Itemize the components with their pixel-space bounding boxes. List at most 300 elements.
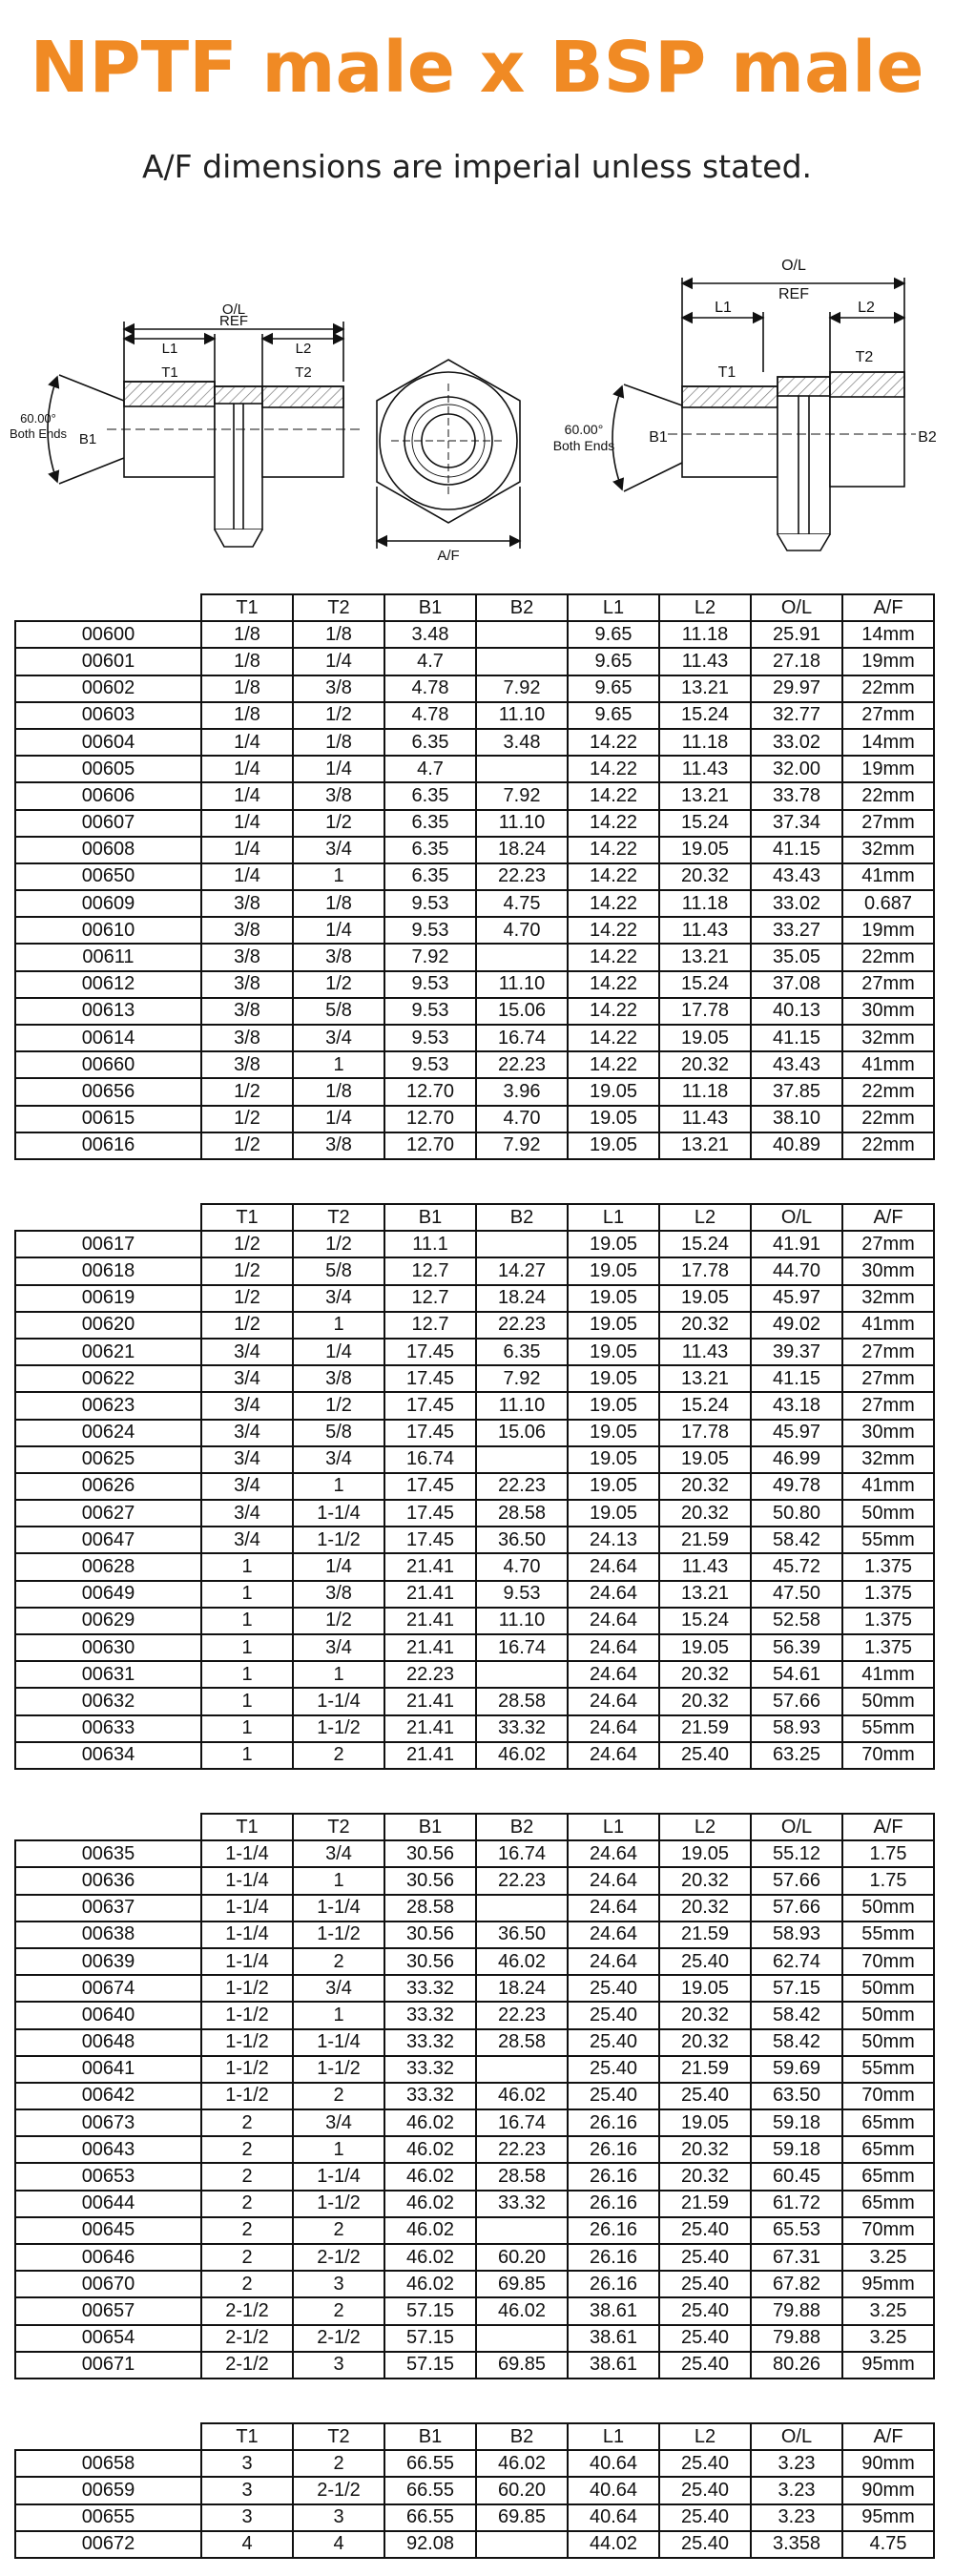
dimension-cell: 20.32 bbox=[659, 863, 751, 890]
dimension-cell: 1 bbox=[293, 2136, 384, 2163]
dimension-cell: 3/8 bbox=[201, 944, 293, 970]
dimension-cell: 21.41 bbox=[384, 1553, 476, 1580]
dimension-cell: 63.25 bbox=[751, 1742, 842, 1769]
dimension-cell: 17.78 bbox=[659, 1420, 751, 1446]
dimension-cell: 3/4 bbox=[293, 837, 384, 863]
dimension-cell: 17.78 bbox=[659, 1257, 751, 1284]
dimension-cell: 17.45 bbox=[384, 1473, 476, 1500]
dimension-cell: 3/4 bbox=[293, 1025, 384, 1051]
table-row bbox=[15, 648, 934, 675]
table-row bbox=[15, 1312, 934, 1339]
part-number-cell: 00639 bbox=[15, 1948, 201, 1975]
svg-text:B2: B2 bbox=[918, 429, 937, 446]
dimension-cell: 50mm bbox=[842, 1688, 934, 1714]
dimension-cell bbox=[476, 1661, 568, 1688]
header-blank-cell bbox=[15, 594, 201, 621]
dimension-cell: 4.7 bbox=[384, 756, 476, 782]
dimension-cell: 1/4 bbox=[293, 917, 384, 944]
dimension-cell: 6.35 bbox=[476, 1339, 568, 1365]
dimension-cell: 33.32 bbox=[476, 2191, 568, 2217]
dimension-cell: 1/4 bbox=[293, 1339, 384, 1365]
dimension-cell: 2 bbox=[293, 2217, 384, 2244]
page-title: NPTF male x BSP male bbox=[30, 27, 924, 109]
dimension-cell: 1-1/2 bbox=[293, 1527, 384, 1553]
dimension-cell: 24.64 bbox=[568, 1948, 659, 1975]
dimension-cell: 19.05 bbox=[568, 1473, 659, 1500]
table-row bbox=[15, 890, 934, 917]
dimension-cell: 22.23 bbox=[476, 2002, 568, 2028]
table-row bbox=[15, 2531, 934, 2558]
dimension-cell: 57.15 bbox=[384, 2325, 476, 2352]
dimension-cell: 3 bbox=[293, 2271, 384, 2297]
dimension-cell: 49.78 bbox=[751, 1473, 842, 1500]
dimension-cell: 1/4 bbox=[201, 782, 293, 809]
dimension-cell: 14.22 bbox=[568, 1025, 659, 1051]
table-row bbox=[15, 863, 934, 890]
column-header: A/F bbox=[842, 594, 934, 621]
dimension-cell: 1/2 bbox=[293, 971, 384, 998]
dimension-cell: 3/4 bbox=[293, 1975, 384, 2002]
part-number-cell: 00609 bbox=[15, 890, 201, 917]
part-number-cell: 00600 bbox=[15, 621, 201, 648]
part-number-cell: 00631 bbox=[15, 1661, 201, 1688]
dimension-cell: 11.43 bbox=[659, 1339, 751, 1365]
dimension-cell: 1/2 bbox=[201, 1285, 293, 1312]
dimension-cell: 2-1/2 bbox=[201, 2352, 293, 2379]
dimension-cell: 19.05 bbox=[659, 1975, 751, 2002]
dimensions-table-2 bbox=[14, 1203, 935, 1770]
dimension-cell: 24.64 bbox=[568, 1634, 659, 1661]
dimension-cell: 30mm bbox=[842, 1420, 934, 1446]
table-row bbox=[15, 1106, 934, 1132]
table-row bbox=[15, 1420, 934, 1446]
dimension-cell: 13.21 bbox=[659, 1581, 751, 1608]
dimension-cell: 19.05 bbox=[659, 1446, 751, 1473]
dimension-cell: 1/4 bbox=[293, 756, 384, 782]
dimension-cell: 59.18 bbox=[751, 2136, 842, 2163]
dimension-cell: 37.34 bbox=[751, 810, 842, 837]
dimension-cell: 4.70 bbox=[476, 1106, 568, 1132]
table-row bbox=[15, 1867, 934, 1894]
dimension-cell: 4.7 bbox=[384, 648, 476, 675]
dimension-cell: 22mm bbox=[842, 1106, 934, 1132]
dimension-cell: 2 bbox=[201, 2109, 293, 2136]
dimension-cell: 30.56 bbox=[384, 1948, 476, 1975]
part-number-cell: 00634 bbox=[15, 1742, 201, 1769]
dimension-cell: 21.59 bbox=[659, 2191, 751, 2217]
dimension-cell: 3/4 bbox=[201, 1473, 293, 1500]
dimension-cell: 26.16 bbox=[568, 2271, 659, 2297]
column-header: A/F bbox=[842, 2423, 934, 2450]
dimension-cell: 19mm bbox=[842, 917, 934, 944]
dimension-cell: 25.40 bbox=[659, 1948, 751, 1975]
dimension-cell: 3/4 bbox=[293, 1446, 384, 1473]
dimension-cell: 1.375 bbox=[842, 1553, 934, 1580]
dimensions-table-3 bbox=[14, 1813, 935, 2379]
dimension-cell bbox=[476, 2531, 568, 2558]
dimension-cell: 14mm bbox=[842, 729, 934, 756]
dimension-cell: 3 bbox=[293, 2352, 384, 2379]
hex-end-view bbox=[377, 360, 520, 549]
dimension-cell: 32mm bbox=[842, 1025, 934, 1051]
dimension-cell: 9.53 bbox=[384, 1025, 476, 1051]
dimension-cell: 9.53 bbox=[384, 998, 476, 1025]
dimension-cell: 43.43 bbox=[751, 863, 842, 890]
dimension-cell: 1 bbox=[201, 1553, 293, 1580]
dimension-cell: 28.58 bbox=[384, 1895, 476, 1922]
dimension-cell: 28.58 bbox=[476, 1688, 568, 1714]
dimension-cell: 22mm bbox=[842, 1078, 934, 1105]
dimension-cell: 46.02 bbox=[476, 1948, 568, 1975]
dimension-cell: 11.1 bbox=[384, 1231, 476, 1257]
dimension-cell: 50mm bbox=[842, 1975, 934, 2002]
table-row bbox=[15, 1688, 934, 1714]
part-number-cell: 00619 bbox=[15, 1285, 201, 1312]
dimension-cell: 61.72 bbox=[751, 2191, 842, 2217]
dimension-cell: 1 bbox=[201, 1581, 293, 1608]
table-row bbox=[15, 1078, 934, 1105]
table-row bbox=[15, 2056, 934, 2083]
part-number-cell: 00614 bbox=[15, 1025, 201, 1051]
dimension-cell: 3.23 bbox=[751, 2504, 842, 2531]
dimension-cell: 19.05 bbox=[659, 837, 751, 863]
column-header: B1 bbox=[384, 594, 476, 621]
dimension-cell: 1-1/2 bbox=[201, 2029, 293, 2056]
dimension-cell: 14.22 bbox=[568, 782, 659, 809]
dimension-cell: 1/4 bbox=[201, 837, 293, 863]
dimension-cell: 12.7 bbox=[384, 1285, 476, 1312]
dimension-cell: 24.13 bbox=[568, 1527, 659, 1553]
part-number-cell: 00616 bbox=[15, 1132, 201, 1159]
dimension-cell: 1-1/2 bbox=[201, 1975, 293, 2002]
table-row bbox=[15, 1132, 934, 1159]
dimension-cell: 15.24 bbox=[659, 1231, 751, 1257]
dimension-cell: 1-1/4 bbox=[201, 1948, 293, 1975]
table-row bbox=[15, 1840, 934, 1867]
column-header: O/L bbox=[751, 1204, 842, 1231]
dimension-cell: 12.7 bbox=[384, 1312, 476, 1339]
dimension-cell: 6.35 bbox=[384, 810, 476, 837]
dimension-cell: 50mm bbox=[842, 2002, 934, 2028]
dimension-cell: 21.59 bbox=[659, 2056, 751, 2083]
dimension-cell: 38.61 bbox=[568, 2297, 659, 2324]
dimension-cell: 9.53 bbox=[384, 971, 476, 998]
dimension-cell: 19.05 bbox=[659, 1634, 751, 1661]
dimension-cell: 69.85 bbox=[476, 2271, 568, 2297]
dimension-cell: 19.05 bbox=[659, 1840, 751, 1867]
dimension-cell: 13.21 bbox=[659, 944, 751, 970]
dimension-cell: 28.58 bbox=[476, 2029, 568, 2056]
dimension-cell: 14.22 bbox=[568, 729, 659, 756]
svg-text:L1: L1 bbox=[715, 300, 732, 316]
dimension-cell: 33.32 bbox=[384, 2002, 476, 2028]
column-header: L2 bbox=[659, 2423, 751, 2450]
dimension-cell: 11.10 bbox=[476, 810, 568, 837]
table-row bbox=[15, 1715, 934, 1742]
table-row bbox=[15, 1975, 934, 2002]
dimension-cell: 55mm bbox=[842, 1527, 934, 1553]
dimension-cell: 62.74 bbox=[751, 1948, 842, 1975]
dimension-cell: 46.02 bbox=[384, 2109, 476, 2136]
dimension-cell: 65mm bbox=[842, 2163, 934, 2190]
dimension-cell: 57.15 bbox=[751, 1975, 842, 2002]
dimension-cell: 69.85 bbox=[476, 2504, 568, 2531]
dimension-cell: 14.22 bbox=[568, 837, 659, 863]
dimension-cell: 41mm bbox=[842, 1312, 934, 1339]
dimension-cell: 20.32 bbox=[659, 1895, 751, 1922]
dimension-cell: 1-1/4 bbox=[201, 1867, 293, 1894]
dimension-cell: 1-1/2 bbox=[201, 2056, 293, 2083]
dimension-cell: 26.16 bbox=[568, 2163, 659, 2190]
dimension-cell: 40.64 bbox=[568, 2504, 659, 2531]
dimension-cell: 3/8 bbox=[201, 1025, 293, 1051]
dimension-cell: 1-1/4 bbox=[293, 1500, 384, 1527]
dimension-cell: 22.23 bbox=[384, 1661, 476, 1688]
dimension-cell: 33.02 bbox=[751, 729, 842, 756]
dimension-cell: 11.43 bbox=[659, 756, 751, 782]
dimension-cell: 30.56 bbox=[384, 1840, 476, 1867]
dimension-cell: 21.59 bbox=[659, 1922, 751, 1948]
dimension-cell: 20.32 bbox=[659, 1867, 751, 1894]
dimension-cell: 95mm bbox=[842, 2271, 934, 2297]
dimension-cell: 1.375 bbox=[842, 1608, 934, 1634]
dimension-cell: 21.41 bbox=[384, 1742, 476, 1769]
dimension-cell: 46.02 bbox=[476, 2083, 568, 2109]
dimension-cell: 46.02 bbox=[384, 2136, 476, 2163]
dimension-cell: 19mm bbox=[842, 756, 934, 782]
table-row bbox=[15, 1661, 934, 1688]
column-header: B1 bbox=[384, 1814, 476, 1840]
dimension-cell: 35.05 bbox=[751, 944, 842, 970]
dimension-cell: 40.64 bbox=[568, 2477, 659, 2503]
dimension-cell: 1 bbox=[293, 1051, 384, 1078]
dimension-cell: 17.45 bbox=[384, 1500, 476, 1527]
dimension-cell: 46.02 bbox=[476, 2450, 568, 2477]
dimension-cell: 1-1/2 bbox=[293, 1922, 384, 1948]
column-header: L2 bbox=[659, 1204, 751, 1231]
dimension-cell: 19.05 bbox=[568, 1339, 659, 1365]
dimension-cell: 11.43 bbox=[659, 648, 751, 675]
dimension-cell: 28.58 bbox=[476, 1500, 568, 1527]
dimension-cell: 2 bbox=[293, 2450, 384, 2477]
dimension-cell: 24.64 bbox=[568, 1581, 659, 1608]
dimension-cell: 27mm bbox=[842, 1231, 934, 1257]
dimension-cell: 50mm bbox=[842, 2029, 934, 2056]
part-number-cell: 00604 bbox=[15, 729, 201, 756]
dimension-cell: 47.50 bbox=[751, 1581, 842, 1608]
dimension-cell: 1-1/2 bbox=[293, 2191, 384, 2217]
part-number-cell: 00644 bbox=[15, 2191, 201, 2217]
dimension-cell: 25.40 bbox=[568, 2002, 659, 2028]
svg-text:60.00°: 60.00° bbox=[20, 411, 56, 426]
dimension-cell: 19.05 bbox=[568, 1312, 659, 1339]
table-row bbox=[15, 1500, 934, 1527]
dimension-cell: 1/4 bbox=[293, 1553, 384, 1580]
svg-text:Both Ends: Both Ends bbox=[10, 426, 67, 441]
part-number-cell: 00608 bbox=[15, 837, 201, 863]
dimension-cell: 5/8 bbox=[293, 1420, 384, 1446]
dimension-cell: 22.23 bbox=[476, 863, 568, 890]
dimension-cell: 3.25 bbox=[842, 2244, 934, 2271]
svg-text:L2: L2 bbox=[858, 300, 875, 316]
dimension-cell: 21.41 bbox=[384, 1608, 476, 1634]
table-row bbox=[15, 2109, 934, 2136]
dimension-cell: 60.45 bbox=[751, 2163, 842, 2190]
dimension-cell: 58.93 bbox=[751, 1715, 842, 1742]
table-row bbox=[15, 2325, 934, 2352]
dimension-cell: 49.02 bbox=[751, 1312, 842, 1339]
dimension-cell: 1.375 bbox=[842, 1581, 934, 1608]
dimension-cell: 9.53 bbox=[384, 890, 476, 917]
table-row bbox=[15, 729, 934, 756]
dimension-cell: 45.97 bbox=[751, 1420, 842, 1446]
part-number-cell: 00671 bbox=[15, 2352, 201, 2379]
dimension-cell: 27mm bbox=[842, 971, 934, 998]
dimension-cell: 1 bbox=[201, 1661, 293, 1688]
table-row bbox=[15, 1948, 934, 1975]
right-fitting-drawing bbox=[612, 278, 916, 551]
dimension-cell: 26.16 bbox=[568, 2217, 659, 2244]
dimension-cell: 54.61 bbox=[751, 1661, 842, 1688]
dimension-cell: 60.20 bbox=[476, 2244, 568, 2271]
dimension-cell: 3.48 bbox=[384, 621, 476, 648]
part-number-cell: 00655 bbox=[15, 2504, 201, 2531]
dimension-cell: 3 bbox=[201, 2450, 293, 2477]
part-number-cell: 00625 bbox=[15, 1446, 201, 1473]
dimension-cell: 25.40 bbox=[568, 2083, 659, 2109]
dimension-cell: 2 bbox=[201, 2244, 293, 2271]
dimension-cell: 43.18 bbox=[751, 1392, 842, 1419]
dimension-cell: 26.16 bbox=[568, 2244, 659, 2271]
dimension-cell: 22.23 bbox=[476, 1867, 568, 1894]
svg-text:T2: T2 bbox=[295, 364, 312, 381]
column-header: B1 bbox=[384, 2423, 476, 2450]
dimension-cell: 33.78 bbox=[751, 782, 842, 809]
dimension-cell: 1 bbox=[293, 1473, 384, 1500]
dimension-cell: 3.23 bbox=[751, 2450, 842, 2477]
dimension-cell: 25.40 bbox=[659, 2531, 751, 2558]
dimension-cell: 1/2 bbox=[293, 702, 384, 729]
dimension-cell: 3/8 bbox=[201, 890, 293, 917]
dimension-cell: 4 bbox=[293, 2531, 384, 2558]
dimension-cell: 1/4 bbox=[293, 648, 384, 675]
table-row bbox=[15, 1285, 934, 1312]
table-row bbox=[15, 2191, 934, 2217]
dimension-cell: 1/2 bbox=[293, 1231, 384, 1257]
dimension-cell: 14.22 bbox=[568, 810, 659, 837]
dimension-cell: 1-1/4 bbox=[293, 1895, 384, 1922]
part-number-cell: 00617 bbox=[15, 1231, 201, 1257]
dimension-cell: 1/8 bbox=[293, 890, 384, 917]
table-row bbox=[15, 810, 934, 837]
dimension-cell: 1-1/2 bbox=[201, 2083, 293, 2109]
dimension-cell: 13.21 bbox=[659, 675, 751, 702]
dimension-cell: 14.22 bbox=[568, 998, 659, 1025]
dimension-cell: 32mm bbox=[842, 1285, 934, 1312]
dimension-cell: 25.40 bbox=[659, 2450, 751, 2477]
column-header: T1 bbox=[201, 1814, 293, 1840]
part-number-cell: 00642 bbox=[15, 2083, 201, 2109]
part-number-cell: 00621 bbox=[15, 1339, 201, 1365]
dimension-cell: 58.93 bbox=[751, 1922, 842, 1948]
dimension-cell: 33.32 bbox=[384, 1975, 476, 2002]
dimension-cell: 19.05 bbox=[659, 1025, 751, 1051]
dimension-cell: 4.70 bbox=[476, 917, 568, 944]
dimension-cell: 25.40 bbox=[659, 2297, 751, 2324]
table-row bbox=[15, 2297, 934, 2324]
dimension-cell: 3/8 bbox=[201, 917, 293, 944]
part-number-cell: 00620 bbox=[15, 1312, 201, 1339]
dimension-cell: 1.75 bbox=[842, 1867, 934, 1894]
dimension-cell: 32mm bbox=[842, 837, 934, 863]
dimension-cell: 3/4 bbox=[293, 1840, 384, 1867]
dimension-cell: 30.56 bbox=[384, 1867, 476, 1894]
dimension-cell: 32.00 bbox=[751, 756, 842, 782]
dimension-cell: 25.40 bbox=[659, 2504, 751, 2531]
svg-text:Both Ends: Both Ends bbox=[552, 438, 615, 453]
table-row bbox=[15, 2352, 934, 2379]
dimension-cell: 7.92 bbox=[476, 782, 568, 809]
dimension-cell: 25.40 bbox=[659, 1742, 751, 1769]
dimension-cell: 65mm bbox=[842, 2136, 934, 2163]
table-row bbox=[15, 2217, 934, 2244]
dimension-cell: 15.06 bbox=[476, 1420, 568, 1446]
dimension-cell: 95mm bbox=[842, 2504, 934, 2531]
dimension-cell: 12.70 bbox=[384, 1106, 476, 1132]
dimension-cell bbox=[476, 1446, 568, 1473]
dimension-cell: 5/8 bbox=[293, 1257, 384, 1284]
dimension-cell: 40.13 bbox=[751, 998, 842, 1025]
dimension-cell: 26.16 bbox=[568, 2191, 659, 2217]
dimension-cell: 1/2 bbox=[201, 1106, 293, 1132]
dimension-cell: 2-1/2 bbox=[293, 2325, 384, 2352]
dimension-cell: 2 bbox=[293, 2297, 384, 2324]
dimension-cell: 0.687 bbox=[842, 890, 934, 917]
dimension-cell: 18.24 bbox=[476, 1285, 568, 1312]
dimension-cell: 22mm bbox=[842, 782, 934, 809]
table-header-row bbox=[15, 594, 934, 621]
dimension-cell: 17.45 bbox=[384, 1392, 476, 1419]
dimension-cell: 16.74 bbox=[476, 1634, 568, 1661]
dimension-cell: 27mm bbox=[842, 1365, 934, 1392]
part-number-cell: 00602 bbox=[15, 675, 201, 702]
dimension-cell: 15.24 bbox=[659, 1608, 751, 1634]
part-number-cell: 00627 bbox=[15, 1500, 201, 1527]
dimension-cell: 20.32 bbox=[659, 2163, 751, 2190]
svg-text:B1: B1 bbox=[649, 429, 668, 446]
dimension-cell: 1/4 bbox=[201, 810, 293, 837]
dimension-cell: 11.18 bbox=[659, 890, 751, 917]
dimension-cell: 3/4 bbox=[201, 1420, 293, 1446]
dimension-cell: 1-1/2 bbox=[201, 2002, 293, 2028]
dimension-cell: 37.08 bbox=[751, 971, 842, 998]
dimension-cell: 56.39 bbox=[751, 1634, 842, 1661]
table-header-row bbox=[15, 1204, 934, 1231]
table-row bbox=[15, 2083, 934, 2109]
dimension-cell: 3/8 bbox=[293, 944, 384, 970]
dimension-cell: 1 bbox=[201, 1688, 293, 1714]
dimension-cell: 21.59 bbox=[659, 1715, 751, 1742]
dimension-cell: 4.70 bbox=[476, 1553, 568, 1580]
dimension-cell: 1/8 bbox=[201, 648, 293, 675]
dimension-cell: 33.27 bbox=[751, 917, 842, 944]
dimension-cell: 3/8 bbox=[201, 998, 293, 1025]
dimension-cell: 1/4 bbox=[201, 729, 293, 756]
dimension-cell: 24.64 bbox=[568, 1715, 659, 1742]
dimension-cell: 65.53 bbox=[751, 2217, 842, 2244]
dimension-cell: 45.72 bbox=[751, 1553, 842, 1580]
dimension-cell: 67.31 bbox=[751, 2244, 842, 2271]
